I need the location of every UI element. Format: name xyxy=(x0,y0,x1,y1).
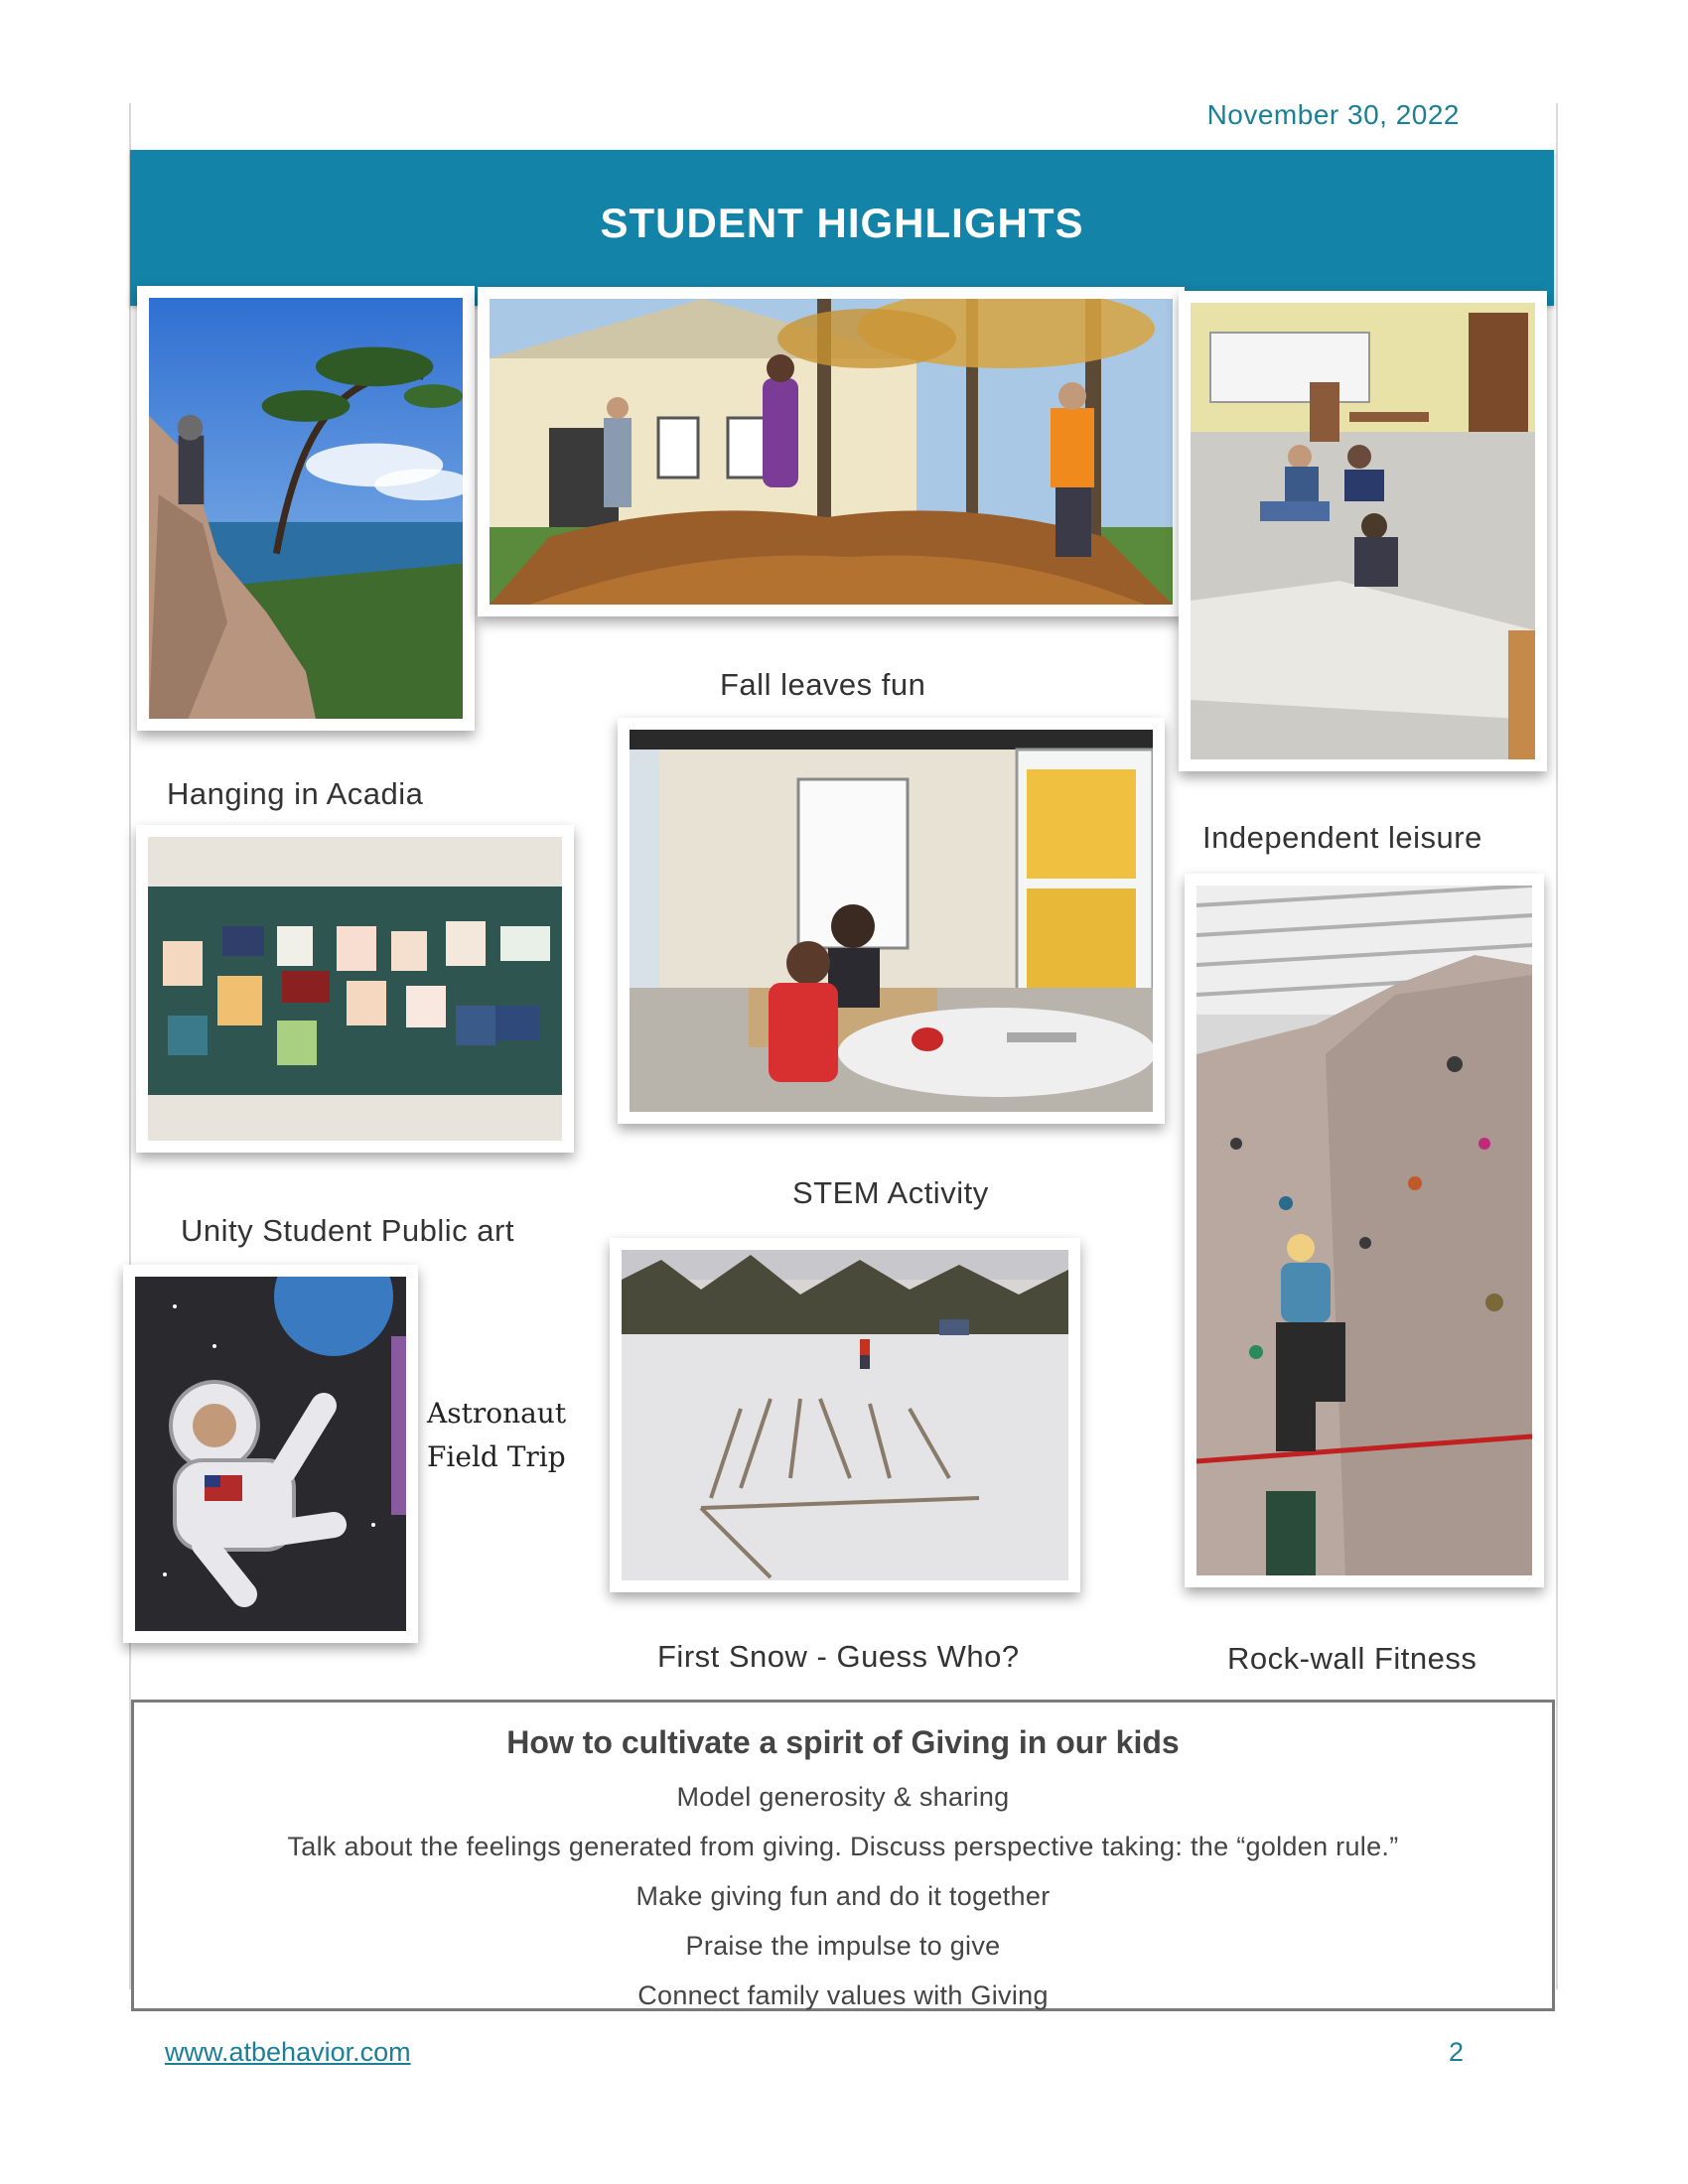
giving-tip: Make giving fun and do it together xyxy=(635,1881,1051,1911)
caption-rock-wall: Rock-wall Fitness xyxy=(1227,1641,1477,1676)
giving-tips-box xyxy=(131,1700,1555,2011)
giving-tip: Model generosity & sharing xyxy=(676,1782,1010,1812)
caption-astronaut-line2: Field Trip xyxy=(427,1440,566,1473)
photo-public-art xyxy=(136,825,574,1153)
caption-astronaut xyxy=(427,1392,566,1479)
photo-first-snow xyxy=(610,1238,1080,1592)
photo-stem xyxy=(618,718,1165,1124)
right-page-rule xyxy=(1556,103,1558,1989)
caption-fall-leaves: Fall leaves fun xyxy=(720,667,926,702)
giving-tips-list xyxy=(134,1772,1552,2020)
photo-astronaut xyxy=(123,1265,418,1643)
photo-fall-leaves xyxy=(478,287,1185,616)
newsletter-date: November 30, 2022 xyxy=(1206,99,1460,130)
caption-public-art: Unity Student Public art xyxy=(181,1213,514,1248)
photo-independent-leisure xyxy=(1179,291,1547,771)
website-link[interactable]: www.atbehavior.com xyxy=(165,2037,411,2067)
giving-tip: Praise the impulse to give xyxy=(685,1931,1001,1961)
giving-tips-title: How to cultivate a spirit of Giving in our kids xyxy=(506,1724,1180,1760)
section-title: STUDENT HIGHLIGHTS xyxy=(600,200,1084,246)
caption-independent-leisure: Independent leisure xyxy=(1202,820,1482,855)
caption-first-snow: First Snow - Guess Who? xyxy=(657,1639,1020,1674)
giving-tip: Talk about the feelings generated from giving. Discuss perspective taking: the “golden rule.” xyxy=(287,1832,1399,1861)
giving-tip: Connect family values with Giving xyxy=(637,1980,1049,2010)
caption-astronaut-line1: Astronaut xyxy=(427,1397,567,1430)
photo-rock-wall xyxy=(1185,874,1544,1587)
section-banner xyxy=(130,150,1554,306)
page-number: 2 xyxy=(1448,2037,1464,2067)
photo-acadia xyxy=(137,286,475,731)
caption-stem: STEM Activity xyxy=(792,1175,989,1210)
caption-acadia: Hanging in Acadia xyxy=(167,776,424,811)
